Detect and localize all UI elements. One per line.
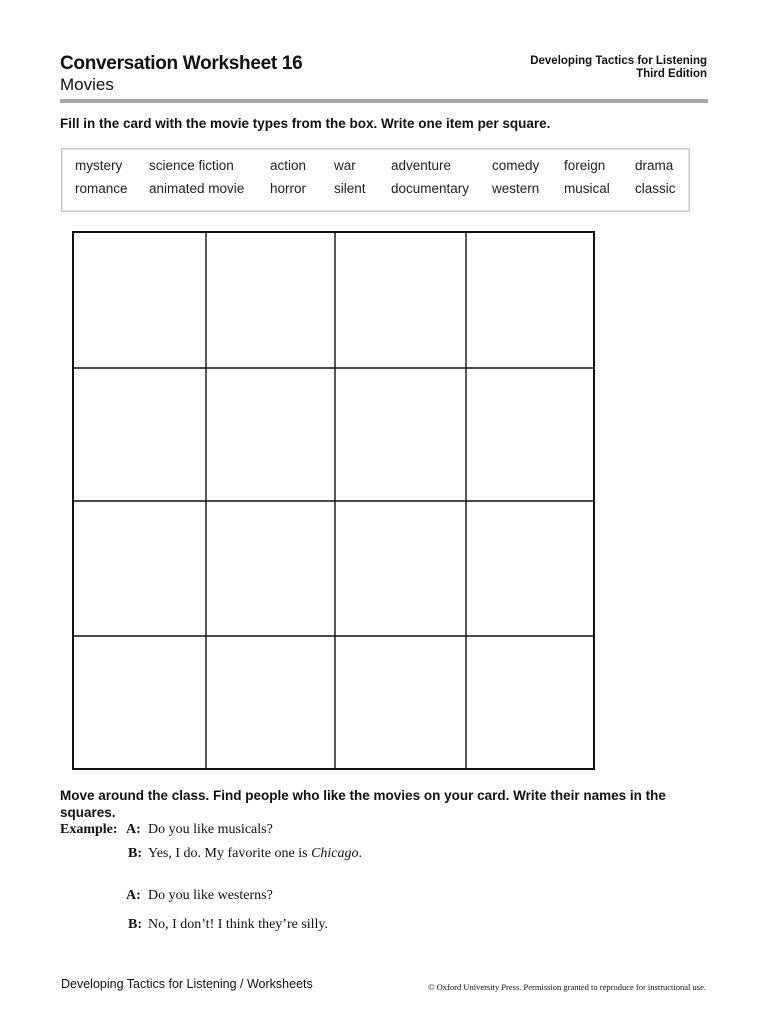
speaker-b-label: B: — [128, 846, 142, 861]
instruction-find-people: Move around the class. Find people who like the movies on your card. Write their names in the squares. — [60, 788, 666, 820]
word-item: horror — [270, 181, 307, 196]
movie-title: Chicago — [311, 846, 359, 861]
example-label: Example: — [60, 822, 118, 837]
word-item: documentary — [391, 181, 470, 196]
word-item: war — [334, 158, 356, 173]
movie-types-box — [61, 148, 690, 212]
worksheet-title: Conversation Worksheet 16 — [60, 53, 303, 74]
word-item: action — [270, 158, 307, 173]
word-item: foreign — [564, 158, 606, 173]
book-edition: Third Edition — [636, 68, 707, 80]
word-item: classic — [635, 181, 676, 196]
book-title: Developing Tactics for Listening — [530, 55, 707, 67]
footer-book-credit: Developing Tactics for Listening / Worksheets — [61, 977, 313, 991]
footer-copyright: © Oxford University Press. Permission granted to reproduce for instructional use. — [428, 982, 706, 992]
word-item: drama — [635, 158, 674, 173]
speaker-a-label: A: — [126, 888, 141, 903]
example-line: Do you like musicals? — [148, 822, 273, 837]
word-item: western — [492, 181, 540, 196]
example-line: No, I don’t! I think they’re silly. — [148, 917, 329, 932]
word-item: romance — [75, 181, 128, 196]
bingo-card — [72, 231, 595, 770]
worksheet-subtitle: Movies — [60, 75, 114, 94]
speaker-a-label: A: — [126, 822, 141, 837]
word-item: comedy — [492, 158, 540, 173]
header-divider — [60, 99, 708, 103]
word-item: silent — [334, 181, 366, 196]
word-item: animated movie — [149, 181, 245, 196]
word-item: science fiction — [149, 158, 234, 173]
word-item: mystery — [75, 158, 123, 173]
example-line: Yes, I do. My favorite one is Chicago. — [148, 846, 363, 861]
word-item: adventure — [391, 158, 452, 173]
example-line: Do you like westerns? — [148, 888, 273, 903]
word-item: musical — [564, 181, 610, 196]
speaker-b-label: B: — [128, 917, 142, 932]
instruction-fill-card: Fill in the card with the movie types from the box. Write one item per square. — [60, 116, 551, 131]
